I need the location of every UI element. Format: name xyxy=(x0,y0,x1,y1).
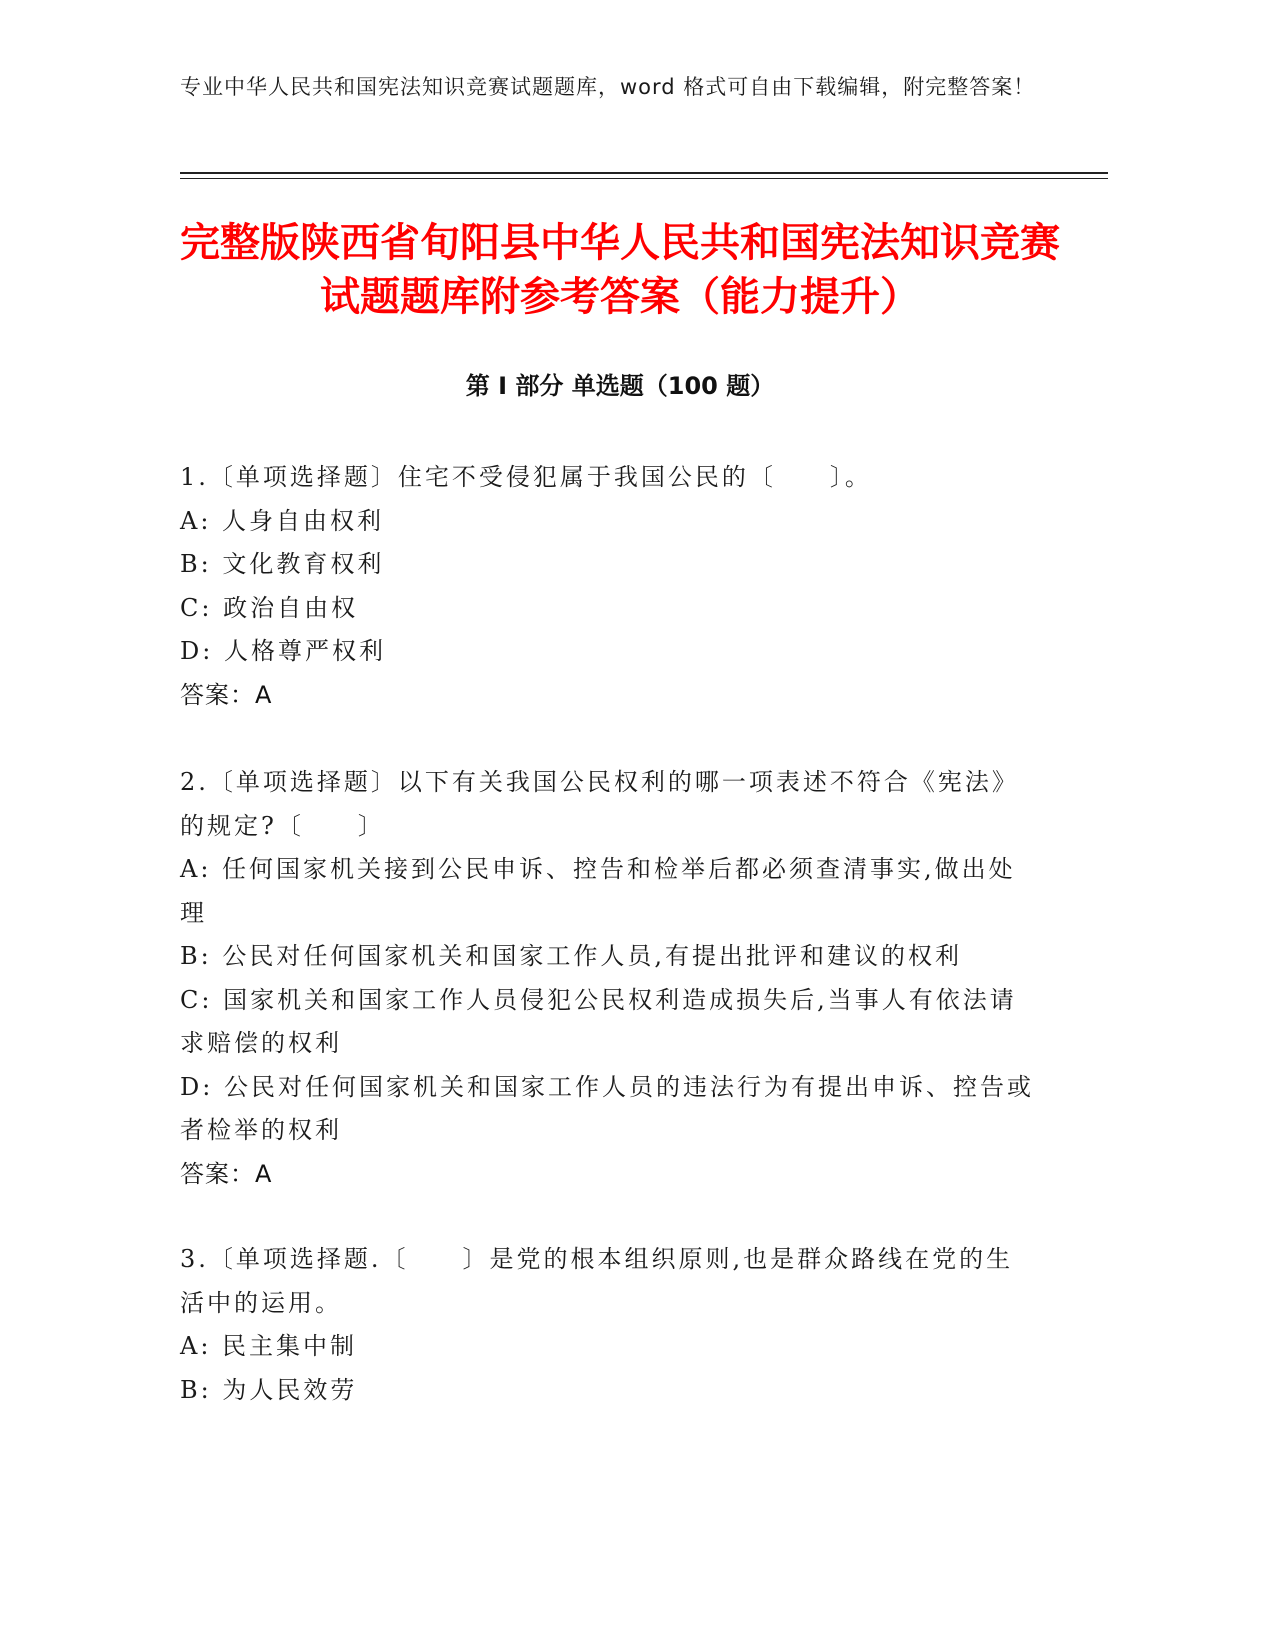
option-a: A: 任何国家机关接到公民申诉、控告和检举后都必须查清事实,做出处理 xyxy=(180,855,1016,927)
question-stem: 2.〔单项选择题〕以下有关我国公民权利的哪一项表述不符合《宪法》的规定?〔 〕 xyxy=(180,768,1019,840)
option-d: D: 人格尊严权利 xyxy=(180,637,386,665)
option-a: A: 人身自由权利 xyxy=(180,506,385,535)
question-3 xyxy=(180,1238,1040,1412)
question-stem: 3.〔单项选择题.〔 〕是党的根本组织原则,也是群众路线在党的生活中的运用。 xyxy=(180,1245,1014,1317)
option-b: B: 公民对任何国家机关和国家工作人员,有提出批评和建议的权利 xyxy=(180,942,962,970)
option-a: A: 民主集中制 xyxy=(180,1332,358,1360)
option-b: B: 文化教育权利 xyxy=(180,550,385,578)
option-c: C: 国家机关和国家工作人员侵犯公民权利造成损失后,当事人有依法请求赔偿的权利 xyxy=(180,985,1017,1057)
answer: 答案：A xyxy=(180,680,273,709)
section-heading: 第 I 部分 单选题（100 题） xyxy=(465,372,775,400)
option-c: C: 政治自由权 xyxy=(180,593,359,622)
document-title: 完整版陕西省旬阳县中华人民共和国宪法知识竞赛试题题库附参考答案（能力提升） xyxy=(180,220,1060,320)
header-note: 专业中华人民共和国宪法知识竞赛试题题库，word 格式可自由下载编辑，附完整答案！ xyxy=(180,75,1036,99)
answer: 答案：A xyxy=(180,1159,273,1188)
option-b: B: 为人民效劳 xyxy=(180,1375,358,1404)
question-stem: 1.〔单项选择题〕住宅不受侵犯属于我国公民的〔 〕。 xyxy=(180,463,872,491)
question-2 xyxy=(180,761,1040,1196)
header-divider-thin xyxy=(180,178,1108,179)
option-d: D: 公民对任何国家机关和国家工作人员的违法行为有提出申诉、控告或者检举的权利 xyxy=(180,1072,1034,1144)
header-divider-thick xyxy=(180,172,1108,174)
question-1 xyxy=(180,456,1040,717)
